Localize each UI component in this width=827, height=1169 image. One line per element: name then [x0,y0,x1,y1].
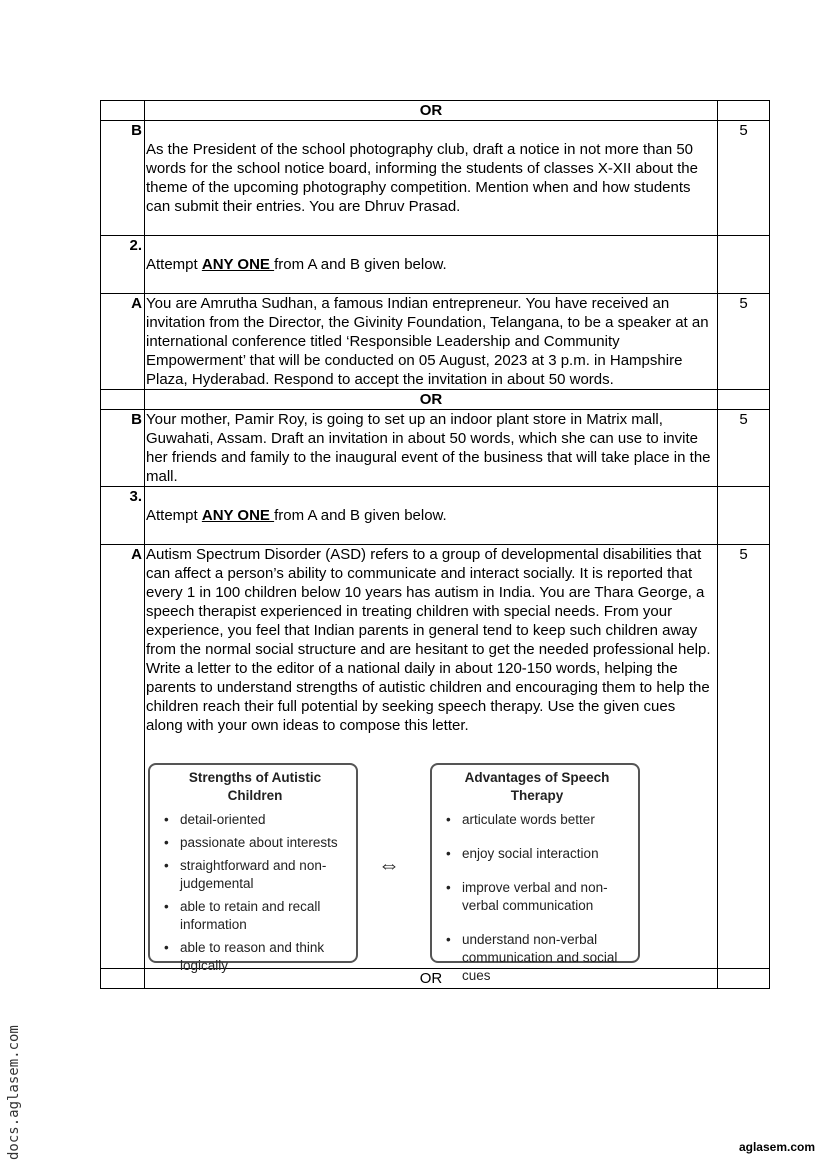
cue-box-strengths [148,763,358,973]
question-number: 2. [101,236,145,294]
question-table [100,100,770,989]
option-label: B [101,410,145,487]
cue-item: • understand non-verbal communication and social cues [442,931,632,985]
cue-item: • improve verbal and non-verbal communication [442,879,632,915]
cue-item: • detail-oriented [160,811,350,829]
cue-boxes [146,763,716,983]
marks: 5 [718,545,770,969]
cue-item: • enjoy social interaction [442,845,632,863]
question-instruction: Attempt ANY ONE from A and B given below. [146,256,447,273]
cue-item: • straightforward and non-judgemental [160,857,350,893]
cue-item: • articulate words better [442,811,632,829]
double-arrow-icon: ⇔ [378,852,400,877]
marks: 5 [718,410,770,487]
question-instruction: Attempt ANY ONE from A and B given below. [146,507,447,524]
cue-box-title: Advantages of Speech Therapy [464,770,610,803]
footer-brand: aglasem.com [738,1140,815,1154]
question-text: You are Amrutha Sudhan, a famous Indian entrepreneur. You have received an invitation from the Director, the Givinity Foundation, Telangana, to be a speaker at an international conference titled ‘Responsible Leadership and Community Empowerment’ that will be conducted on 05 August, 2023 at 3 p.m. in Hampshire Plaza, Hyderabad. Respond to accept the invitation in about 50 words. [145,294,718,390]
cue-item: • passionate about interests [160,834,350,852]
question-text: Your mother, Pamir Roy, is going to set up an indoor plant store in Matrix mall, Guwahati, Assam. Draft an invitation in about 50 words, which she can use to invite her friends and family to the inaugural event of the business that will take place in the mall. [145,410,718,487]
option-label: B [101,121,145,236]
question-row [101,545,770,969]
cue-item: • able to retain and recall information [160,898,350,934]
cue-item: • able to reason and think logically [160,939,350,975]
question-header-row [101,487,770,545]
or-row [101,101,770,121]
or-label: OR [145,101,718,121]
or-row [101,390,770,410]
option-label: A [101,294,145,390]
marks: 5 [718,121,770,236]
side-watermark: docs.aglasem.com [6,1025,22,1160]
or-label: OR [145,969,718,989]
marks: 5 [718,294,770,390]
question-text: As the President of the school photography club, draft a notice in not more than 50 words for the school notice board, informing the students of classes X-XII about the theme of the upcoming photography competition. Mention when and how students can submit their entries. You are Dhruv Prasad. [146,141,698,215]
question-row [101,410,770,487]
question-header-row [101,236,770,294]
question-number: 3. [101,487,145,545]
question-text: Autism Spectrum Disorder (ASD) refers to a group of developmental disabilities that can affect a person’s ability to communicate and interact socially. It is reported that every 1 in 100 children below 10 years has autism in India. You are Thara George, a speech therapist experienced in treating children with special needs. From your experience, you feel that Indian parents in general tend to keep such children away from the normal social structure and are hesitant to get the needed professional help. Write a letter to the editor of a national daily in about 120-150 words, helping the parents to understand strengths of autistic children and encouraging them to help the children reach their full potential by seeking speech therapy. Use the given cues along with your own ideas to compose this letter. [146,546,711,734]
or-label: OR [145,390,718,410]
cue-box-title: Strengths of Autistic Children [188,770,322,803]
option-label: A [101,545,145,969]
question-row [101,294,770,390]
cue-box-advantages [430,763,640,983]
question-row [101,121,770,236]
